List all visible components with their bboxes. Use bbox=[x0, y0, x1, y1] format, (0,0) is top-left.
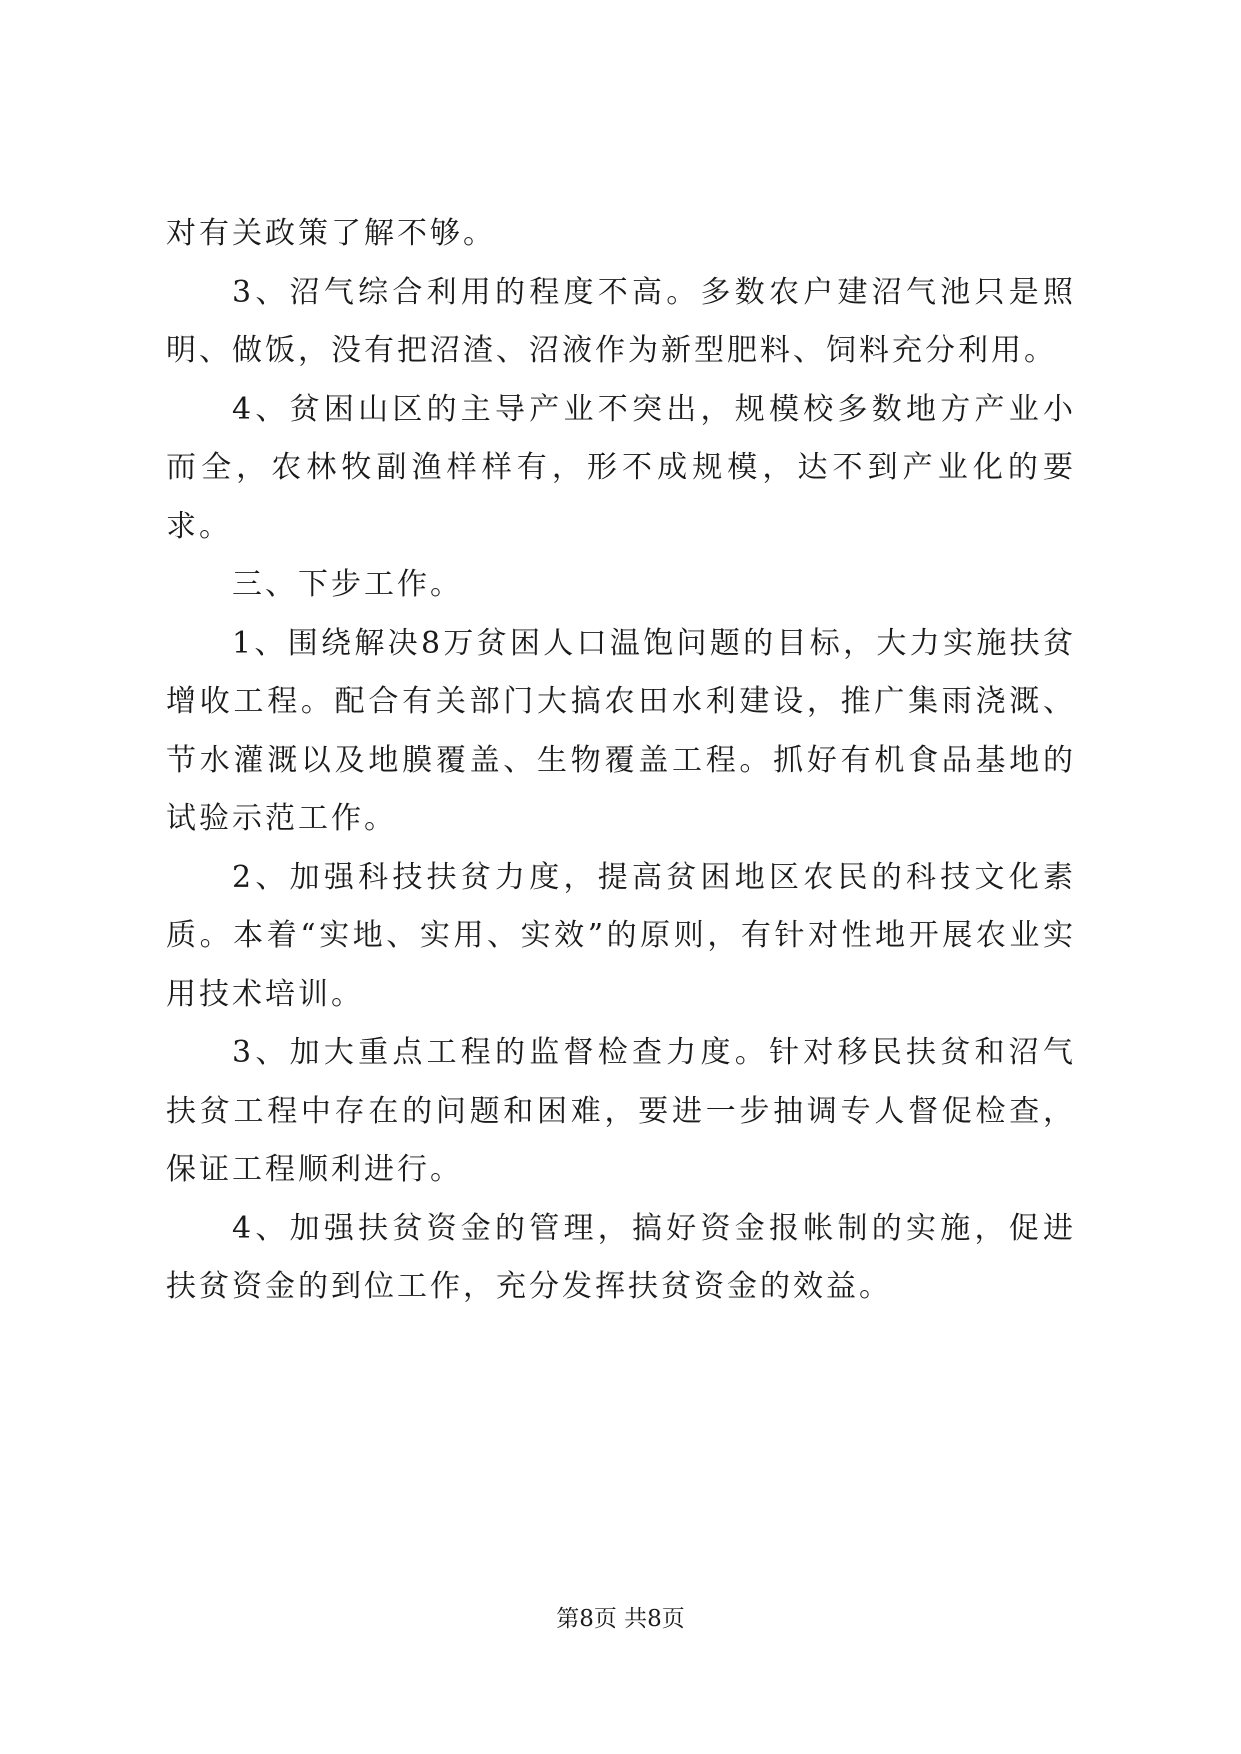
paragraph-fund-management: 4、加强扶贫资金的管理，搞好资金报帐制的实施，促进扶贫资金的到位工作，充分发挥扶贫资金的效益。 bbox=[166, 1210, 1076, 1304]
document-body bbox=[166, 205, 1076, 1317]
section-heading-next-steps: 三、下步工作。 bbox=[232, 567, 463, 602]
paragraph-industry-scale: 4、贫困山区的主导产业不突出，规模校多数地方产业小而全，农林牧副渔样样有，形不成规模，达不到产业化的要求。 bbox=[166, 391, 1076, 544]
paragraph-continuation: 对有关政策了解不够。 bbox=[166, 216, 496, 251]
paragraph-biogas-utilization: 3、沼气综合利用的程度不高。多数农户建沼气池只是照明、做饭，没有把沼渣、沼液作为新型肥料、饲料充分利用。 bbox=[166, 274, 1076, 368]
paragraph-science-tech-relief: 2、加强科技扶贫力度，提高贫困地区农民的科技文化素质。本着“实地、实用、实效”的原则，有针对性地开展农业实用技术培训。 bbox=[166, 859, 1076, 1012]
paragraph-project-supervision: 3、加大重点工程的监督检查力度。针对移民扶贫和沼气扶贫工程中存在的问题和困难，要进一步抽调专人督促检查，保证工程顺利进行。 bbox=[166, 1035, 1076, 1187]
paragraph-poverty-relief-project: 1、围绕解决8万贫困人口温饱问题的目标，大力实施扶贫增收工程。配合有关部门大搞农田水利建设，推广集雨浇溉、节水灌溉以及地膜覆盖、生物覆盖工程。抓好有机食品基地的试验示范工作。 bbox=[166, 625, 1076, 836]
page-number-footer: 第8页 共8页 bbox=[556, 1606, 685, 1632]
